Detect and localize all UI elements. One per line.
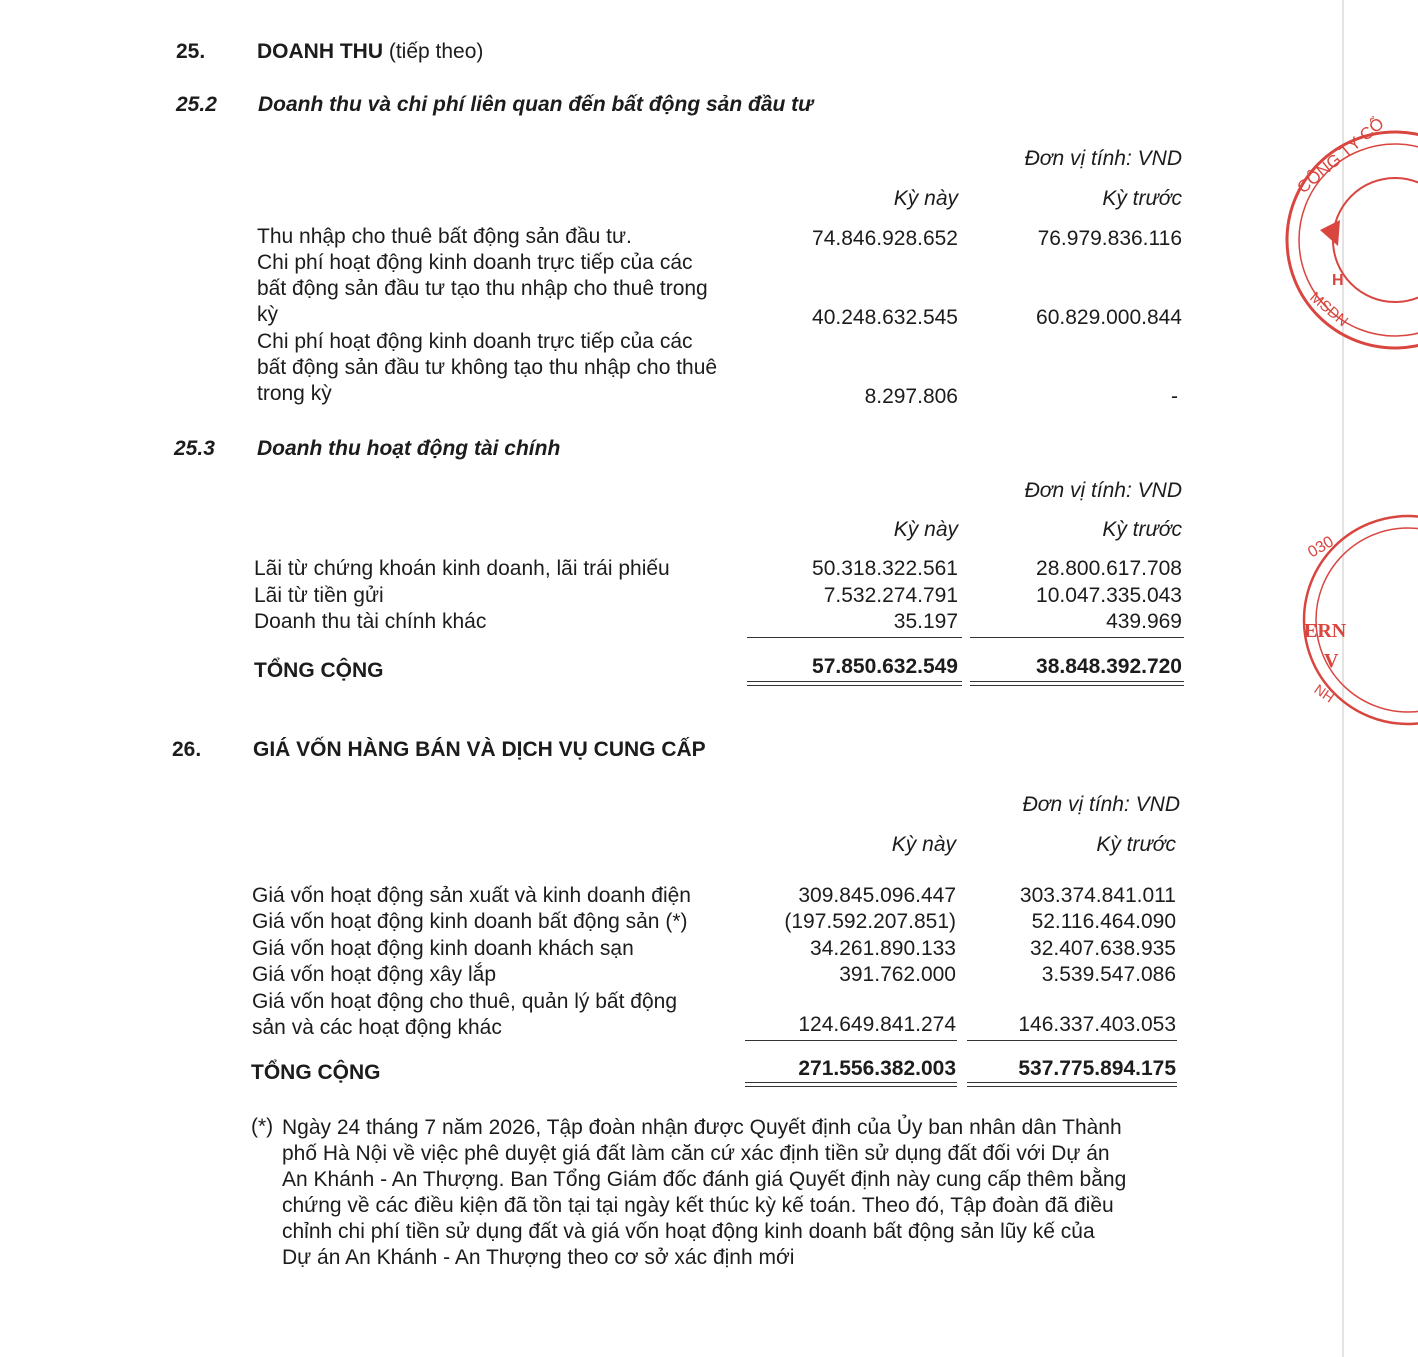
total-double-rule — [967, 1082, 1177, 1087]
value-prior: 32.407.638.935 — [1030, 937, 1176, 960]
row-label: Chi phí hoạt động kinh doanh trực tiếp của các — [257, 330, 693, 353]
value-prior: 3.539.547.086 — [1041, 963, 1176, 986]
value-prior: 76.979.836.116 — [1037, 227, 1182, 250]
total-prior: 537.775.894.175 — [1018, 1057, 1176, 1080]
table-25-2 — [257, 224, 747, 414]
seal-icon — [1298, 505, 1418, 735]
subsection-number: 25.3 — [174, 437, 215, 460]
total-label: TỔNG CỘNG — [254, 659, 384, 682]
column-header-current: Kỳ này — [893, 187, 958, 210]
column-header-current: Kỳ này — [893, 518, 958, 541]
seal-text-mid: ERN — [1304, 620, 1347, 642]
value-prior: - — [1171, 385, 1178, 408]
row-label: Giá vốn hoạt động cho thuê, quản lý bất động — [252, 990, 677, 1013]
row-label: bất động sản đầu tư không tạo thu nhập cho thuê — [257, 356, 718, 379]
section-title-sub: (tiếp theo) — [388, 40, 484, 63]
row-label: Giá vốn hoạt động sản xuất và kinh doanh điện — [252, 884, 691, 907]
unit-label: Đơn vị tính: VND — [1022, 793, 1180, 816]
footnote-line: An Khánh - An Thượng. Ban Tổng Giám đốc đánh giá Quyết định này cung cấp thêm bằng — [282, 1168, 1127, 1191]
total-current: 57.850.632.549 — [812, 655, 958, 678]
value-current: 7.532.274.791 — [823, 584, 958, 607]
section-title: GIÁ VỐN HÀNG BÁN VÀ DỊCH VỤ CUNG CẤP — [253, 738, 706, 761]
section-title — [257, 40, 483, 64]
row-label: Lãi từ chứng khoán kinh doanh, lãi trái phiếu — [254, 557, 670, 580]
row-label: Chi phí hoạt động kinh doanh trực tiếp của các — [257, 251, 693, 274]
total-current: 271.556.382.003 — [798, 1057, 956, 1080]
value-prior: 52.116.464.090 — [1031, 910, 1176, 933]
row-label: kỳ — [257, 303, 278, 326]
value-prior: 28.800.617.708 — [1036, 557, 1182, 580]
subtotal-rule — [747, 637, 962, 638]
value-current: 50.318.322.561 — [812, 557, 958, 580]
value-current: 309.845.096.447 — [798, 884, 956, 907]
value-current: 391.762.000 — [839, 963, 956, 986]
row-label: Doanh thu tài chính khác — [254, 610, 487, 633]
footnote-line: Dự án An Khánh - An Thượng theo cơ sở xác định mới — [282, 1246, 795, 1269]
subtotal-rule — [970, 637, 1184, 638]
total-double-rule — [970, 681, 1184, 686]
footnote-line: chỉnh chi phí tiền sử dụng đất và giá vốn hoạt động kinh doanh bất động sản lũy kế của — [282, 1220, 1095, 1243]
row-label: Giá vốn hoạt động xây lắp — [252, 963, 497, 986]
seal-text-bottom: MSDN — [1306, 288, 1352, 331]
column-header-prior: Kỳ trước — [1096, 833, 1176, 856]
total-prior: 38.848.392.720 — [1036, 655, 1182, 678]
total-label: TỔNG CỘNG — [251, 1061, 381, 1084]
value-current: 74.846.928.652 — [812, 227, 958, 250]
value-prior: 146.337.403.053 — [1018, 1013, 1176, 1036]
company-seal-stamp — [1298, 505, 1347, 735]
subtotal-rule — [745, 1040, 957, 1041]
seal-text-v: V — [1324, 650, 1339, 672]
total-double-rule — [745, 1082, 957, 1087]
row-label: Thu nhập cho thuê bất động sản đầu tư. — [257, 225, 632, 248]
seal-text-mid: H — [1332, 272, 1344, 289]
value-current: 124.649.841.274 — [798, 1013, 956, 1036]
value-current: 34.261.890.133 — [810, 937, 956, 960]
footnote-line: phố Hà Nội về việc phê duyệt giá đất làm căn cứ xác định tiền sử dụng đất đối với Dự án — [282, 1142, 1110, 1165]
unit-label: Đơn vị tính: VND — [1024, 147, 1182, 170]
value-current: 40.248.632.545 — [812, 306, 958, 329]
footnote-line: Ngày 24 tháng 7 năm 2026, Tập đoàn nhận được Quyết định của Ủy ban nhân dân Thành — [282, 1116, 1122, 1139]
value-current: 35.197 — [893, 610, 958, 633]
column-header-current: Kỳ này — [891, 833, 956, 856]
footnote-marker: (*) — [251, 1115, 274, 1138]
value-prior: 439.969 — [1106, 610, 1182, 633]
value-prior: 60.829.000.844 — [1036, 306, 1182, 329]
section-number: 26. — [172, 738, 202, 761]
footnote-line: chứng về các điều kiện đã tồn tại tại ngày kết thúc kỳ kế toán. Theo đó, Tập đoàn đã điều — [282, 1194, 1114, 1217]
subsection-number: 25.2 — [176, 93, 217, 116]
value-current: 8.297.806 — [864, 385, 958, 408]
column-header-prior: Kỳ trước — [1102, 518, 1182, 541]
seal-icon — [1280, 113, 1410, 360]
subsection-title: Doanh thu và chi phí liên quan đến bất động sản đầu tư — [258, 93, 814, 116]
section-number: 25. — [176, 40, 206, 63]
row-label: Giá vốn hoạt động kinh doanh khách sạn — [252, 937, 634, 960]
subtotal-rule — [967, 1040, 1177, 1041]
unit-label: Đơn vị tính: VND — [1024, 479, 1182, 502]
seal-text-top: 030 — [1305, 533, 1337, 562]
column-header-prior: Kỳ trước — [1102, 187, 1182, 210]
section-title-text: DOANH THU — [257, 40, 383, 63]
seal-text-top: CÔNG TY CỔ — [1293, 113, 1388, 198]
seal-text-bottom: NH — [1311, 680, 1338, 706]
footnote — [282, 1115, 1182, 1275]
row-label: trong kỳ — [257, 382, 332, 405]
row-label: Lãi từ tiền gửi — [254, 584, 384, 607]
value-prior: 303.374.841.011 — [1019, 884, 1176, 907]
row-label: sản và các hoạt động khác — [252, 1016, 502, 1039]
value-current: (197.592.207.851) — [784, 910, 956, 933]
total-double-rule — [747, 681, 962, 686]
row-label: Giá vốn hoạt động kinh doanh bất động sản (*) — [252, 910, 688, 933]
row-label: bất động sản đầu tư tạo thu nhập cho thuê trong — [257, 277, 708, 300]
company-seal-stamp — [1280, 113, 1388, 360]
subsection-title: Doanh thu hoạt động tài chính — [257, 437, 561, 460]
value-prior: 10.047.335.043 — [1036, 584, 1182, 607]
